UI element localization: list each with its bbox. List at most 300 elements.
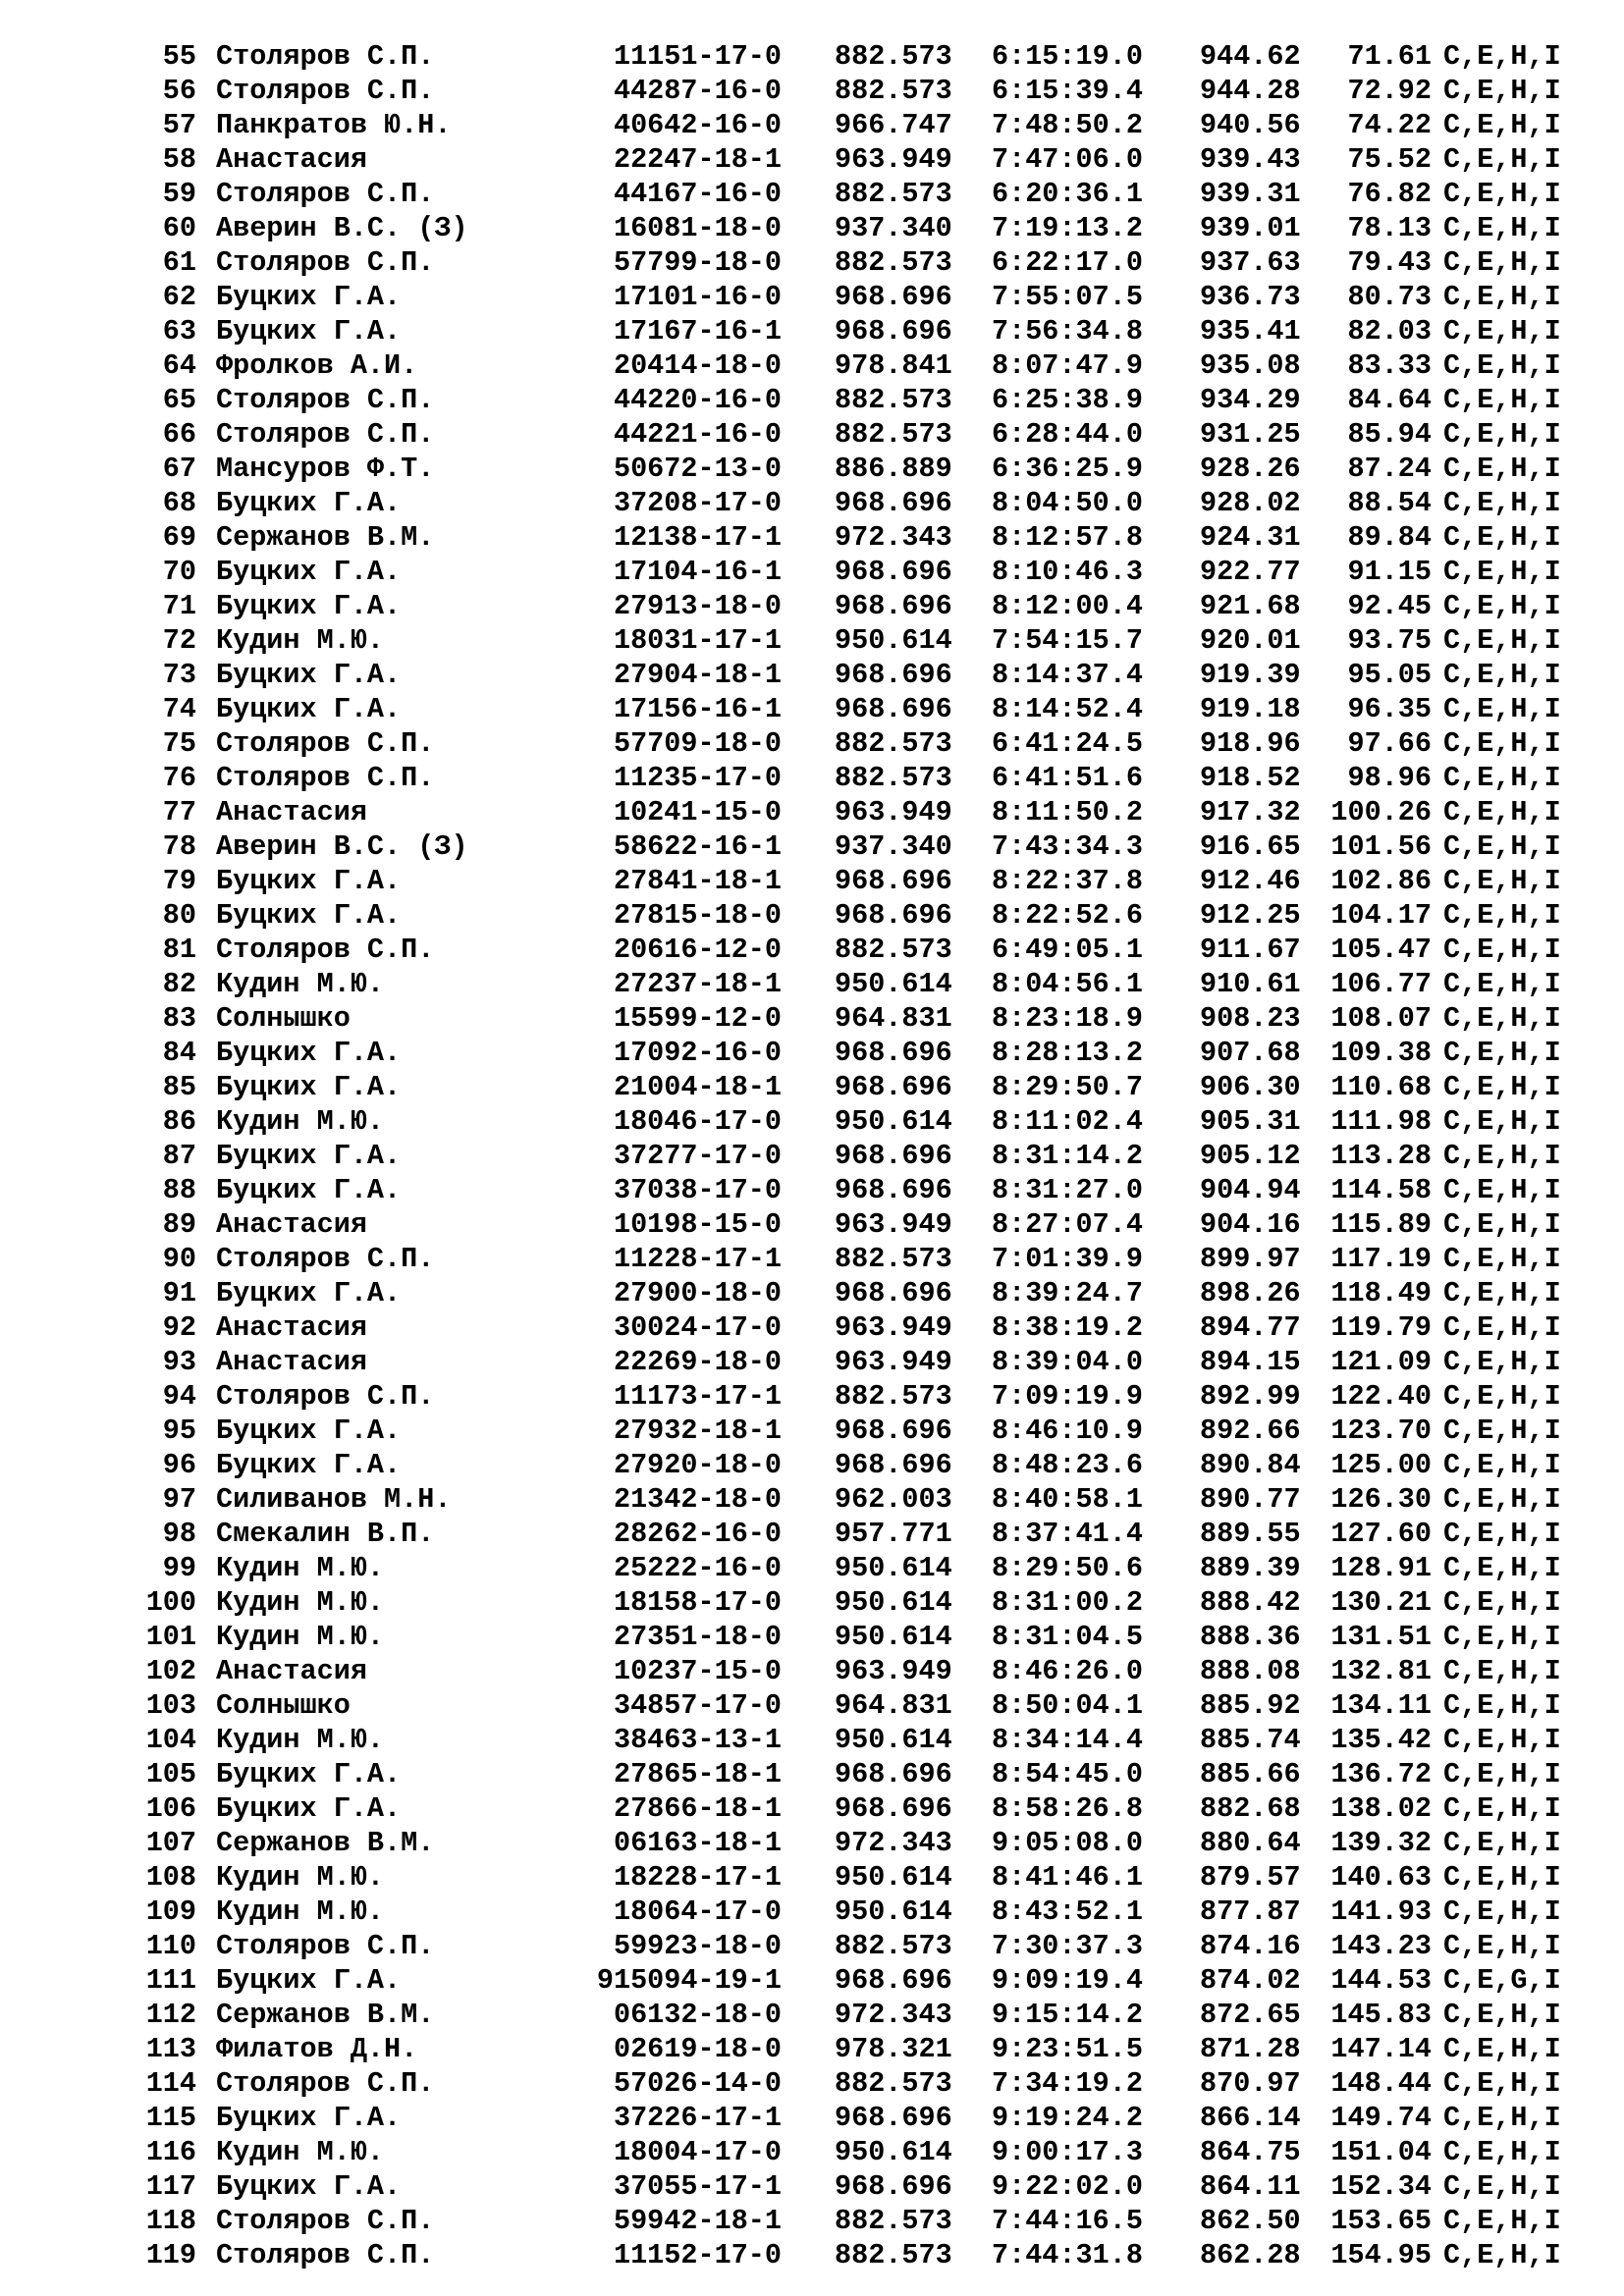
row-name: Филатов Д.Н. — [216, 2033, 418, 2065]
row-bird-id: 11235-17-0 — [613, 762, 782, 794]
row-rate: 870.97 — [1200, 2067, 1301, 2100]
row-rate: 928.26 — [1200, 453, 1301, 485]
row-points: 122.40 — [1330, 1380, 1432, 1413]
row-points: 87.24 — [1347, 453, 1432, 485]
result-row — [0, 1104, 1624, 1139]
row-time: 8:10:46.3 — [992, 556, 1143, 588]
row-rate: 931.25 — [1200, 418, 1301, 451]
row-name: Аверин В.С. (З) — [216, 212, 468, 244]
row-points: 121.09 — [1330, 1346, 1432, 1378]
row-rate: 939.01 — [1200, 212, 1301, 244]
row-time: 6:49:05.1 — [992, 934, 1143, 966]
row-place: 102 — [145, 1655, 196, 1687]
row-name: Кудин М.Ю. — [216, 1724, 385, 1756]
row-points: 111.98 — [1330, 1105, 1432, 1138]
row-name: Кудин М.Ю. — [216, 624, 385, 657]
result-row — [0, 2238, 1624, 2272]
row-time: 7:30:37.3 — [992, 1930, 1143, 1962]
row-name: Столяров С.П. — [216, 1380, 435, 1413]
row-points: 141.93 — [1330, 1896, 1432, 1928]
row-rate: 866.14 — [1200, 2102, 1301, 2134]
row-points: 101.56 — [1330, 830, 1432, 863]
result-row — [0, 2101, 1624, 2135]
result-row — [0, 1139, 1624, 1173]
row-speed: 882.573 — [835, 418, 952, 451]
row-categories: C,E,H,I — [1443, 40, 1561, 73]
row-time: 8:14:37.4 — [992, 659, 1143, 691]
row-points: 125.00 — [1330, 1449, 1432, 1481]
row-bird-id: 11228-17-1 — [613, 1243, 782, 1275]
row-speed: 968.696 — [835, 2102, 952, 2134]
row-place: 65 — [162, 384, 196, 416]
row-bird-id: 18228-17-1 — [613, 1861, 782, 1894]
row-bird-id: 40642-16-0 — [613, 109, 782, 141]
row-place: 60 — [162, 212, 196, 244]
row-points: 78.13 — [1347, 212, 1432, 244]
row-time: 6:15:19.0 — [992, 40, 1143, 73]
row-points: 136.72 — [1330, 1758, 1432, 1790]
row-bird-id: 21004-18-1 — [613, 1071, 782, 1103]
row-speed: 963.949 — [835, 1208, 952, 1241]
row-bird-id: 30024-17-0 — [613, 1311, 782, 1344]
row-bird-id: 15599-12-0 — [613, 1002, 782, 1035]
row-categories: C,E,H,I — [1443, 453, 1561, 485]
row-place: 72 — [162, 624, 196, 657]
row-place: 111 — [145, 1964, 196, 1997]
row-speed: 963.949 — [835, 796, 952, 828]
row-bird-id: 915094-19-1 — [596, 1964, 782, 1997]
row-rate: 937.63 — [1200, 246, 1301, 279]
row-name: Сержанов В.М. — [216, 1827, 435, 1859]
result-row — [0, 1620, 1624, 1654]
row-categories: C,E,H,I — [1443, 1896, 1561, 1928]
row-name: Буцких Г.А. — [216, 1037, 402, 1069]
row-time: 8:04:56.1 — [992, 968, 1143, 1000]
row-rate: 874.02 — [1200, 1964, 1301, 1997]
row-categories: C,E,H,I — [1443, 556, 1561, 588]
row-rate: 864.75 — [1200, 2136, 1301, 2168]
row-name: Буцких Г.А. — [216, 556, 402, 588]
result-row — [0, 1688, 1624, 1723]
row-name: Фролков А.И. — [216, 349, 418, 382]
row-rate: 910.61 — [1200, 968, 1301, 1000]
result-row — [0, 726, 1624, 761]
result-row — [0, 555, 1624, 589]
row-time: 8:27:07.4 — [992, 1208, 1143, 1241]
row-time: 7:54:15.7 — [992, 624, 1143, 657]
row-points: 105.47 — [1330, 934, 1432, 966]
row-rate: 885.92 — [1200, 1689, 1301, 1722]
row-place: 89 — [162, 1208, 196, 1241]
row-speed: 968.696 — [835, 487, 952, 519]
row-bird-id: 27904-18-1 — [613, 659, 782, 691]
row-speed: 963.949 — [835, 143, 952, 176]
row-points: 106.77 — [1330, 968, 1432, 1000]
row-time: 9:23:51.5 — [992, 2033, 1143, 2065]
row-speed: 950.614 — [835, 1586, 952, 1619]
row-time: 9:09:19.4 — [992, 1964, 1143, 1997]
row-speed: 882.573 — [835, 2239, 952, 2271]
row-bird-id: 44287-16-0 — [613, 75, 782, 107]
row-categories: C,E,H,I — [1443, 1792, 1561, 1825]
row-name: Силиванов М.Н. — [216, 1483, 452, 1516]
row-name: Столяров С.П. — [216, 246, 435, 279]
row-categories: C,E,H,I — [1443, 1655, 1561, 1687]
row-points: 140.63 — [1330, 1861, 1432, 1894]
row-rate: 888.08 — [1200, 1655, 1301, 1687]
row-points: 84.64 — [1347, 384, 1432, 416]
row-bird-id: 18004-17-0 — [613, 2136, 782, 2168]
row-categories: C,E,H,I — [1443, 1346, 1561, 1378]
row-name: Буцких Г.А. — [216, 1174, 402, 1206]
row-name: Буцких Г.А. — [216, 693, 402, 725]
row-points: 85.94 — [1347, 418, 1432, 451]
row-name: Анастасия — [216, 1208, 367, 1241]
row-speed: 968.696 — [835, 693, 952, 725]
row-place: 100 — [145, 1586, 196, 1619]
row-time: 8:31:14.2 — [992, 1140, 1143, 1172]
row-bird-id: 27920-18-0 — [613, 1449, 782, 1481]
row-speed: 950.614 — [835, 1552, 952, 1584]
row-categories: C,E,H,I — [1443, 1174, 1561, 1206]
row-points: 143.23 — [1330, 1930, 1432, 1962]
row-bird-id: 21342-18-0 — [613, 1483, 782, 1516]
row-place: 76 — [162, 762, 196, 794]
row-bird-id: 27841-18-1 — [613, 865, 782, 897]
row-bird-id: 20414-18-0 — [613, 349, 782, 382]
row-time: 8:46:26.0 — [992, 1655, 1143, 1687]
row-name: Анастасия — [216, 1346, 367, 1378]
row-bird-id: 28262-16-0 — [613, 1518, 782, 1550]
row-place: 79 — [162, 865, 196, 897]
row-speed: 968.696 — [835, 1415, 952, 1447]
row-name: Кудин М.Ю. — [216, 1621, 385, 1653]
row-place: 75 — [162, 727, 196, 760]
row-categories: C,E,H,I — [1443, 899, 1561, 932]
row-time: 6:15:39.4 — [992, 75, 1143, 107]
row-name: Буцких Г.А. — [216, 1140, 402, 1172]
row-rate: 880.64 — [1200, 1827, 1301, 1859]
row-bird-id: 59942-18-1 — [613, 2205, 782, 2237]
row-name: Анастасия — [216, 143, 367, 176]
row-time: 9:15:14.2 — [992, 1999, 1143, 2031]
row-time: 8:50:04.1 — [992, 1689, 1143, 1722]
row-categories: C,E,H,I — [1443, 487, 1561, 519]
row-points: 147.14 — [1330, 2033, 1432, 2065]
row-bird-id: 57799-18-0 — [613, 246, 782, 279]
row-speed: 968.696 — [835, 1792, 952, 1825]
row-time: 8:46:10.9 — [992, 1415, 1143, 1447]
row-speed: 886.889 — [835, 453, 952, 485]
row-categories: C,E,H,I — [1443, 968, 1561, 1000]
row-speed: 882.573 — [835, 246, 952, 279]
row-bird-id: 37277-17-0 — [613, 1140, 782, 1172]
row-time: 8:54:45.0 — [992, 1758, 1143, 1790]
row-name: Буцких Г.А. — [216, 1449, 402, 1481]
row-points: 153.65 — [1330, 2205, 1432, 2237]
row-speed: 882.573 — [835, 2205, 952, 2237]
result-row — [0, 2135, 1624, 2169]
row-categories: C,E,H,I — [1443, 1586, 1561, 1619]
row-speed: 963.949 — [835, 1346, 952, 1378]
row-points: 154.95 — [1330, 2239, 1432, 2271]
result-row — [0, 1998, 1624, 2032]
row-categories: C,E,H,I — [1443, 1621, 1561, 1653]
row-time: 8:41:46.1 — [992, 1861, 1143, 1894]
result-row — [0, 177, 1624, 211]
row-rate: 890.77 — [1200, 1483, 1301, 1516]
row-rate: 911.67 — [1200, 934, 1301, 966]
result-row — [0, 1963, 1624, 1998]
row-speed: 882.573 — [835, 727, 952, 760]
row-name: Солнышко — [216, 1689, 351, 1722]
row-speed: 968.696 — [835, 2170, 952, 2203]
result-row — [0, 1585, 1624, 1620]
row-points: 79.43 — [1347, 246, 1432, 279]
row-speed: 968.696 — [835, 1964, 952, 1997]
row-speed: 978.321 — [835, 2033, 952, 2065]
row-place: 96 — [162, 1449, 196, 1481]
row-rate: 916.65 — [1200, 830, 1301, 863]
row-categories: C,E,H,I — [1443, 349, 1561, 382]
row-points: 118.49 — [1330, 1277, 1432, 1309]
row-place: 112 — [145, 1999, 196, 2031]
row-name: Кудин М.Ю. — [216, 1586, 385, 1619]
row-name: Кудин М.Ю. — [216, 1861, 385, 1894]
row-points: 80.73 — [1347, 281, 1432, 313]
row-points: 108.07 — [1330, 1002, 1432, 1035]
row-points: 117.19 — [1330, 1243, 1432, 1275]
row-speed: 950.614 — [835, 968, 952, 1000]
row-categories: C,E,H,I — [1443, 2170, 1561, 2203]
row-place: 115 — [145, 2102, 196, 2134]
row-categories: C,E,H,I — [1443, 659, 1561, 691]
row-time: 6:36:25.9 — [992, 453, 1143, 485]
row-categories: C,E,H,I — [1443, 212, 1561, 244]
row-bird-id: 18046-17-0 — [613, 1105, 782, 1138]
result-row — [0, 1036, 1624, 1070]
row-rate: 935.41 — [1200, 315, 1301, 347]
row-time: 7:44:16.5 — [992, 2205, 1143, 2237]
row-name: Панкратов Ю.Н. — [216, 109, 452, 141]
row-name: Столяров С.П. — [216, 418, 435, 451]
row-categories: C,E,H,I — [1443, 1037, 1561, 1069]
row-place: 119 — [145, 2239, 196, 2271]
row-time: 8:39:04.0 — [992, 1346, 1143, 1378]
result-row — [0, 383, 1624, 417]
row-time: 7:34:19.2 — [992, 2067, 1143, 2100]
row-time: 6:20:36.1 — [992, 178, 1143, 210]
row-name: Буцких Г.А. — [216, 899, 402, 932]
row-rate: 892.99 — [1200, 1380, 1301, 1413]
row-name: Столяров С.П. — [216, 934, 435, 966]
row-bird-id: 12138-17-1 — [613, 521, 782, 554]
row-categories: C,E,H,I — [1443, 1140, 1561, 1172]
row-time: 8:11:50.2 — [992, 796, 1143, 828]
row-bird-id: 17104-16-1 — [613, 556, 782, 588]
row-points: 88.54 — [1347, 487, 1432, 519]
row-bird-id: 27900-18-0 — [613, 1277, 782, 1309]
row-categories: C,E,H,I — [1443, 1861, 1561, 1894]
row-categories: C,E,H,I — [1443, 1827, 1561, 1859]
row-place: 56 — [162, 75, 196, 107]
row-categories: C,E,H,I — [1443, 693, 1561, 725]
row-time: 8:14:52.4 — [992, 693, 1143, 725]
result-row — [0, 74, 1624, 108]
row-speed: 950.614 — [835, 1896, 952, 1928]
row-points: 130.21 — [1330, 1586, 1432, 1619]
row-speed: 882.573 — [835, 40, 952, 73]
row-points: 91.15 — [1347, 556, 1432, 588]
row-rate: 862.50 — [1200, 2205, 1301, 2237]
row-time: 9:00:17.3 — [992, 2136, 1143, 2168]
row-rate: 882.68 — [1200, 1792, 1301, 1825]
row-name: Кудин М.Ю. — [216, 1552, 385, 1584]
row-points: 98.96 — [1347, 762, 1432, 794]
row-categories: C,E,H,I — [1443, 281, 1561, 313]
row-place: 99 — [162, 1552, 196, 1584]
result-row — [0, 1517, 1624, 1551]
row-place: 101 — [145, 1621, 196, 1653]
row-bird-id: 16081-18-0 — [613, 212, 782, 244]
row-name: Столяров С.П. — [216, 40, 435, 73]
row-rate: 944.28 — [1200, 75, 1301, 107]
row-name: Солнышко — [216, 1002, 351, 1035]
row-points: 104.17 — [1330, 899, 1432, 932]
row-categories: C,E,H,I — [1443, 1277, 1561, 1309]
row-points: 123.70 — [1330, 1415, 1432, 1447]
result-row — [0, 2204, 1624, 2238]
row-speed: 968.696 — [835, 865, 952, 897]
row-speed: 882.573 — [835, 1380, 952, 1413]
row-time: 8:22:37.8 — [992, 865, 1143, 897]
result-row — [0, 1791, 1624, 1826]
row-name: Кудин М.Ю. — [216, 968, 385, 1000]
row-rate: 898.26 — [1200, 1277, 1301, 1309]
row-points: 97.66 — [1347, 727, 1432, 760]
row-place: 57 — [162, 109, 196, 141]
row-categories: C,E,H,I — [1443, 1552, 1561, 1584]
row-categories: C,E,H,I — [1443, 1930, 1561, 1962]
row-points: 76.82 — [1347, 178, 1432, 210]
row-points: 135.42 — [1330, 1724, 1432, 1756]
result-row — [0, 108, 1624, 142]
row-bird-id: 11173-17-1 — [613, 1380, 782, 1413]
row-name: Столяров С.П. — [216, 384, 435, 416]
result-row — [0, 1551, 1624, 1585]
row-speed: 950.614 — [835, 1861, 952, 1894]
row-points: 144.53 — [1330, 1964, 1432, 1997]
row-points: 74.22 — [1347, 109, 1432, 141]
row-place: 58 — [162, 143, 196, 176]
row-place: 87 — [162, 1140, 196, 1172]
row-bird-id: 27913-18-0 — [613, 590, 782, 622]
row-speed: 968.696 — [835, 1758, 952, 1790]
result-row — [0, 1757, 1624, 1791]
row-rate: 889.55 — [1200, 1518, 1301, 1550]
row-place: 63 — [162, 315, 196, 347]
row-categories: C,E,H,I — [1443, 1758, 1561, 1790]
row-bird-id: 44220-16-0 — [613, 384, 782, 416]
row-points: 72.92 — [1347, 75, 1432, 107]
row-time: 9:22:02.0 — [992, 2170, 1143, 2203]
row-time: 8:48:23.6 — [992, 1449, 1143, 1481]
row-points: 126.30 — [1330, 1483, 1432, 1516]
row-rate: 899.97 — [1200, 1243, 1301, 1275]
row-categories: C,E,H,I — [1443, 384, 1561, 416]
row-time: 8:23:18.9 — [992, 1002, 1143, 1035]
result-row — [0, 486, 1624, 520]
row-place: 118 — [145, 2205, 196, 2237]
row-place: 107 — [145, 1827, 196, 1859]
row-name: Буцких Г.А. — [216, 315, 402, 347]
row-name: Буцких Г.А. — [216, 659, 402, 691]
row-categories: C,E,H,I — [1443, 1415, 1561, 1447]
row-time: 6:25:38.9 — [992, 384, 1143, 416]
result-row — [0, 795, 1624, 829]
row-name: Буцких Г.А. — [216, 281, 402, 313]
row-points: 92.45 — [1347, 590, 1432, 622]
row-time: 8:43:52.1 — [992, 1896, 1143, 1928]
row-name: Буцких Г.А. — [216, 1071, 402, 1103]
row-speed: 968.696 — [835, 590, 952, 622]
row-time: 8:11:02.4 — [992, 1105, 1143, 1138]
row-categories: C,E,H,I — [1443, 590, 1561, 622]
row-speed: 962.003 — [835, 1483, 952, 1516]
row-place: 69 — [162, 521, 196, 554]
row-points: 82.03 — [1347, 315, 1432, 347]
row-time: 8:28:13.2 — [992, 1037, 1143, 1069]
result-row — [0, 1723, 1624, 1757]
row-place: 73 — [162, 659, 196, 691]
row-time: 8:38:19.2 — [992, 1311, 1143, 1344]
row-rate: 919.18 — [1200, 693, 1301, 725]
row-bird-id: 11151-17-0 — [613, 40, 782, 73]
row-categories: C,E,H,I — [1443, 1002, 1561, 1035]
row-speed: 972.343 — [835, 521, 952, 554]
row-points: 95.05 — [1347, 659, 1432, 691]
row-speed: 968.696 — [835, 899, 952, 932]
result-row — [0, 1310, 1624, 1345]
row-name: Буцких Г.А. — [216, 2102, 402, 2134]
row-place: 97 — [162, 1483, 196, 1516]
row-speed: 882.573 — [835, 1243, 952, 1275]
row-time: 7:48:50.2 — [992, 109, 1143, 141]
row-bird-id: 27237-18-1 — [613, 968, 782, 1000]
row-name: Столяров С.П. — [216, 75, 435, 107]
row-categories: C,E,H,I — [1443, 1689, 1561, 1722]
row-speed: 968.696 — [835, 1174, 952, 1206]
row-name: Анастасия — [216, 1311, 367, 1344]
row-time: 8:37:41.4 — [992, 1518, 1143, 1550]
row-time: 8:29:50.6 — [992, 1552, 1143, 1584]
row-speed: 882.573 — [835, 934, 952, 966]
row-time: 6:41:51.6 — [992, 762, 1143, 794]
row-rate: 894.77 — [1200, 1311, 1301, 1344]
row-speed: 968.696 — [835, 659, 952, 691]
result-row — [0, 1860, 1624, 1895]
result-row — [0, 314, 1624, 348]
row-rate: 912.25 — [1200, 899, 1301, 932]
result-row — [0, 520, 1624, 555]
row-categories: C,E,H,I — [1443, 1071, 1561, 1103]
row-time: 8:22:52.6 — [992, 899, 1143, 932]
row-rate: 885.66 — [1200, 1758, 1301, 1790]
row-speed: 950.614 — [835, 1621, 952, 1653]
row-points: 131.51 — [1330, 1621, 1432, 1653]
row-points: 113.28 — [1330, 1140, 1432, 1172]
row-bird-id: 50672-13-0 — [613, 453, 782, 485]
